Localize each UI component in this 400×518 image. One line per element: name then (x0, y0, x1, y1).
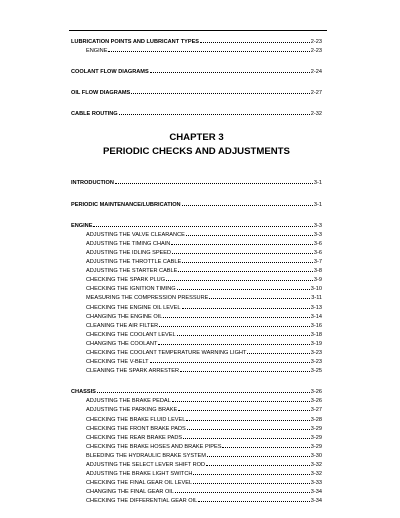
leader-dots (172, 401, 310, 402)
chapter-number: CHAPTER 3 (169, 132, 224, 144)
toc-title: CHECKING THE DIFFERENTIAL GEAR OIL (86, 498, 198, 505)
table-of-contents (71, 38, 322, 506)
toc-entry[interactable] (71, 406, 322, 415)
toc-entry[interactable] (71, 285, 322, 294)
toc-title: CLEANING THE SPARK ARRESTER (86, 368, 180, 375)
toc-page: 3-10 (310, 286, 322, 293)
toc-page: 2-23 (310, 48, 322, 55)
toc-title: ADJUSTING THE IDLING SPEED (86, 249, 172, 256)
leader-dots (171, 244, 313, 245)
toc-title: ADJUSTING THE THROTTLE CABLE (86, 259, 182, 266)
toc-entry-introduction[interactable] (71, 179, 322, 188)
chassis-items (71, 397, 322, 506)
toc-title: CHECKING THE COOLANT LEVEL (86, 331, 176, 338)
toc-entry[interactable] (71, 452, 322, 461)
toc-entry[interactable] (71, 479, 322, 488)
toc-entry-lubrication-engine[interactable] (71, 47, 322, 56)
toc-title: CHECKING THE REAR BRAKE PADS (86, 434, 183, 441)
toc-entry[interactable] (71, 249, 322, 258)
toc-page: 3-16 (310, 322, 322, 329)
toc-title: LUBRICATION POINTS AND LUBRICANT TYPES (71, 39, 200, 45)
toc-page: 3-7 (313, 259, 322, 266)
toc-entry[interactable] (71, 358, 322, 367)
leader-dots (198, 501, 310, 502)
toc-page: 3-3 (313, 222, 322, 229)
toc-page: 3-11 (311, 295, 322, 302)
leader-dots (97, 392, 310, 393)
toc-page: 3-34 (310, 489, 322, 496)
toc-title: CHECKING THE ENGINE OIL LEVEL (86, 304, 181, 311)
leader-dots (182, 308, 310, 309)
toc-entry[interactable] (71, 461, 322, 470)
toc-title: CLEANING THE AIR FILTER (86, 322, 159, 329)
toc-page: 3-29 (310, 443, 322, 450)
leader-dots (183, 438, 310, 439)
toc-entry[interactable] (71, 416, 322, 425)
toc-entry-cable-routing[interactable] (71, 110, 322, 119)
toc-title: PERIODIC MAINTENANCE/LUBRICATION (71, 201, 181, 208)
toc-page: 2-24 (310, 69, 322, 76)
chapter-heading (71, 131, 322, 159)
toc-entry[interactable] (71, 331, 322, 340)
toc-entry-lubrication[interactable] (71, 38, 322, 47)
toc-entry[interactable] (71, 231, 322, 240)
toc-page: 3-14 (310, 313, 322, 320)
toc-page: 3-6 (313, 240, 322, 247)
toc-page: 3-23 (310, 359, 322, 366)
toc-title: CHASSIS (71, 389, 96, 396)
leader-dots (178, 410, 310, 411)
toc-entry[interactable] (71, 488, 322, 497)
leader-dots (207, 456, 310, 457)
toc-entry[interactable] (71, 425, 322, 434)
toc-entry[interactable] (71, 349, 322, 358)
toc-title: CHECKING THE FINAL GEAR OIL LEVEL (86, 480, 193, 487)
toc-entry[interactable] (71, 313, 322, 322)
toc-page: 3-28 (310, 416, 322, 423)
toc-page: 3-8 (313, 268, 322, 275)
toc-title: CHECKING THE BRAKE HOSES AND BRAKE PIPES (86, 443, 222, 450)
toc-page: 3-32 (310, 471, 322, 478)
toc-entry-engine[interactable] (71, 222, 322, 231)
toc-title: ADJUSTING THE BRAKE LIGHT SWITCH (86, 471, 193, 478)
leader-dots (163, 317, 309, 318)
toc-entry[interactable] (71, 304, 322, 313)
leader-dots (187, 429, 310, 430)
toc-entry-periodic-maintenance[interactable] (71, 201, 322, 210)
leader-dots (209, 298, 310, 299)
toc-entry[interactable] (71, 258, 322, 267)
leader-dots (175, 492, 310, 493)
toc-page: 2-27 (310, 90, 322, 97)
toc-entry-coolant-flow[interactable] (71, 68, 322, 77)
toc-page: 3-29 (310, 425, 322, 432)
leader-dots (222, 447, 309, 448)
toc-title: INTRODUCTION (71, 180, 114, 187)
toc-page: 3-26 (310, 389, 322, 396)
toc-entry[interactable] (71, 434, 322, 443)
toc-entry[interactable] (71, 240, 322, 249)
leader-dots (186, 420, 309, 421)
toc-entry[interactable] (71, 497, 322, 506)
toc-title: ADJUSTING THE TIMING CHAIN (86, 240, 171, 247)
toc-entry[interactable] (71, 397, 322, 406)
toc-page: 3-18 (310, 331, 322, 338)
toc-title: ADJUSTING THE STARTER CABLE (86, 268, 178, 275)
toc-page: 3-3 (313, 231, 322, 238)
leader-dots (159, 326, 310, 327)
toc-title: BLEEDING THE HYDRAULIC BRAKE SYSTEM (86, 452, 206, 459)
toc-entry[interactable] (71, 443, 322, 452)
leader-dots (93, 226, 312, 227)
leader-dots (172, 253, 313, 254)
toc-title: CHECKING THE SPARK PLUG (86, 277, 166, 284)
toc-page: 3-33 (310, 480, 322, 487)
toc-entry[interactable] (71, 267, 322, 276)
leader-dots (180, 371, 310, 372)
toc-page: 3-29 (310, 434, 322, 441)
toc-page: 3-34 (310, 498, 322, 505)
chapter-title: PERIODIC CHECKS AND ADJUSTMENTS (103, 146, 290, 158)
toc-title: ENGINE (86, 48, 108, 55)
leader-dots (193, 474, 309, 475)
toc-title: ADJUSTING THE SELECT LEVER SHIFT ROD (86, 462, 206, 468)
toc-page: 3-32 (310, 462, 322, 468)
toc-page: 2-32 (310, 111, 322, 118)
toc-title: CHECKING THE V-BELT (86, 359, 149, 366)
toc-page: 3-25 (310, 368, 322, 375)
toc-page: 3-6 (313, 249, 322, 256)
leader-dots (182, 262, 313, 263)
toc-title: CHECKING THE COOLANT TEMPERATURE WARNING LIGHT (86, 349, 247, 356)
leader-dots (150, 72, 310, 73)
leader-dots (200, 42, 310, 43)
leader-dots (186, 235, 313, 236)
toc-page: 3-19 (310, 340, 322, 347)
leader-dots (178, 271, 313, 272)
leader-dots (177, 289, 310, 290)
toc-title: CHECKING THE BRAKE FLUID LEVEL (86, 416, 186, 423)
toc-title: MEASURING THE COMPRESSION PRESSURE (86, 295, 209, 302)
engine-items (71, 231, 322, 377)
toc-title: CHECKING THE FRONT BRAKE PADS (86, 425, 186, 432)
leader-dots (247, 353, 309, 354)
leader-dots (158, 344, 309, 345)
toc-page: 3-13 (310, 304, 322, 311)
leader-dots (150, 362, 310, 363)
toc-title: ENGINE (71, 222, 93, 229)
toc-title: CABLE ROUTING (71, 111, 118, 118)
toc-page: 3-27 (310, 407, 322, 414)
toc-page: 3-1 (313, 201, 322, 208)
leader-dots (131, 93, 310, 94)
toc-title: OIL FLOW DIAGRAMS (71, 90, 131, 97)
toc-entry[interactable] (71, 470, 322, 479)
toc-page: 3-23 (310, 349, 322, 356)
toc-page: 3-9 (313, 277, 322, 284)
leader-dots (206, 465, 310, 466)
toc-entry[interactable] (71, 367, 322, 376)
toc-page: 2-23 (310, 39, 322, 45)
toc-title: ADJUSTING THE PARKING BRAKE (86, 407, 178, 414)
header-rule (69, 30, 327, 31)
toc-entry[interactable] (71, 276, 322, 285)
toc-entry[interactable] (71, 340, 322, 349)
toc-entry-chassis[interactable] (71, 388, 322, 397)
toc-title: CHANGING THE FINAL GEAR OIL (86, 489, 174, 496)
toc-entry[interactable] (71, 294, 322, 303)
toc-title: CHECKING THE IGNITION TIMING (86, 286, 176, 293)
leader-dots (166, 280, 313, 281)
toc-entry[interactable] (71, 322, 322, 331)
leader-dots (193, 483, 310, 484)
toc-page: 3-26 (310, 398, 322, 405)
leader-dots (119, 114, 310, 115)
leader-dots (182, 205, 313, 206)
leader-dots (108, 51, 309, 52)
leader-dots (177, 335, 310, 336)
toc-title: ADJUSTING THE BRAKE PEDAL (86, 398, 171, 405)
toc-title: CHANGING THE ENGINE OIL (86, 313, 163, 320)
toc-page: 3-30 (310, 452, 322, 459)
toc-title: ADJUSTING THE VALVE CLEARANCE (86, 231, 185, 238)
leader-dots (115, 183, 313, 184)
toc-title: COOLANT FLOW DIAGRAMS (71, 69, 149, 76)
toc-entry-oil-flow[interactable] (71, 89, 322, 98)
toc-title: CHANGING THE COOLANT (86, 340, 158, 347)
toc-page: 3-1 (313, 180, 322, 187)
